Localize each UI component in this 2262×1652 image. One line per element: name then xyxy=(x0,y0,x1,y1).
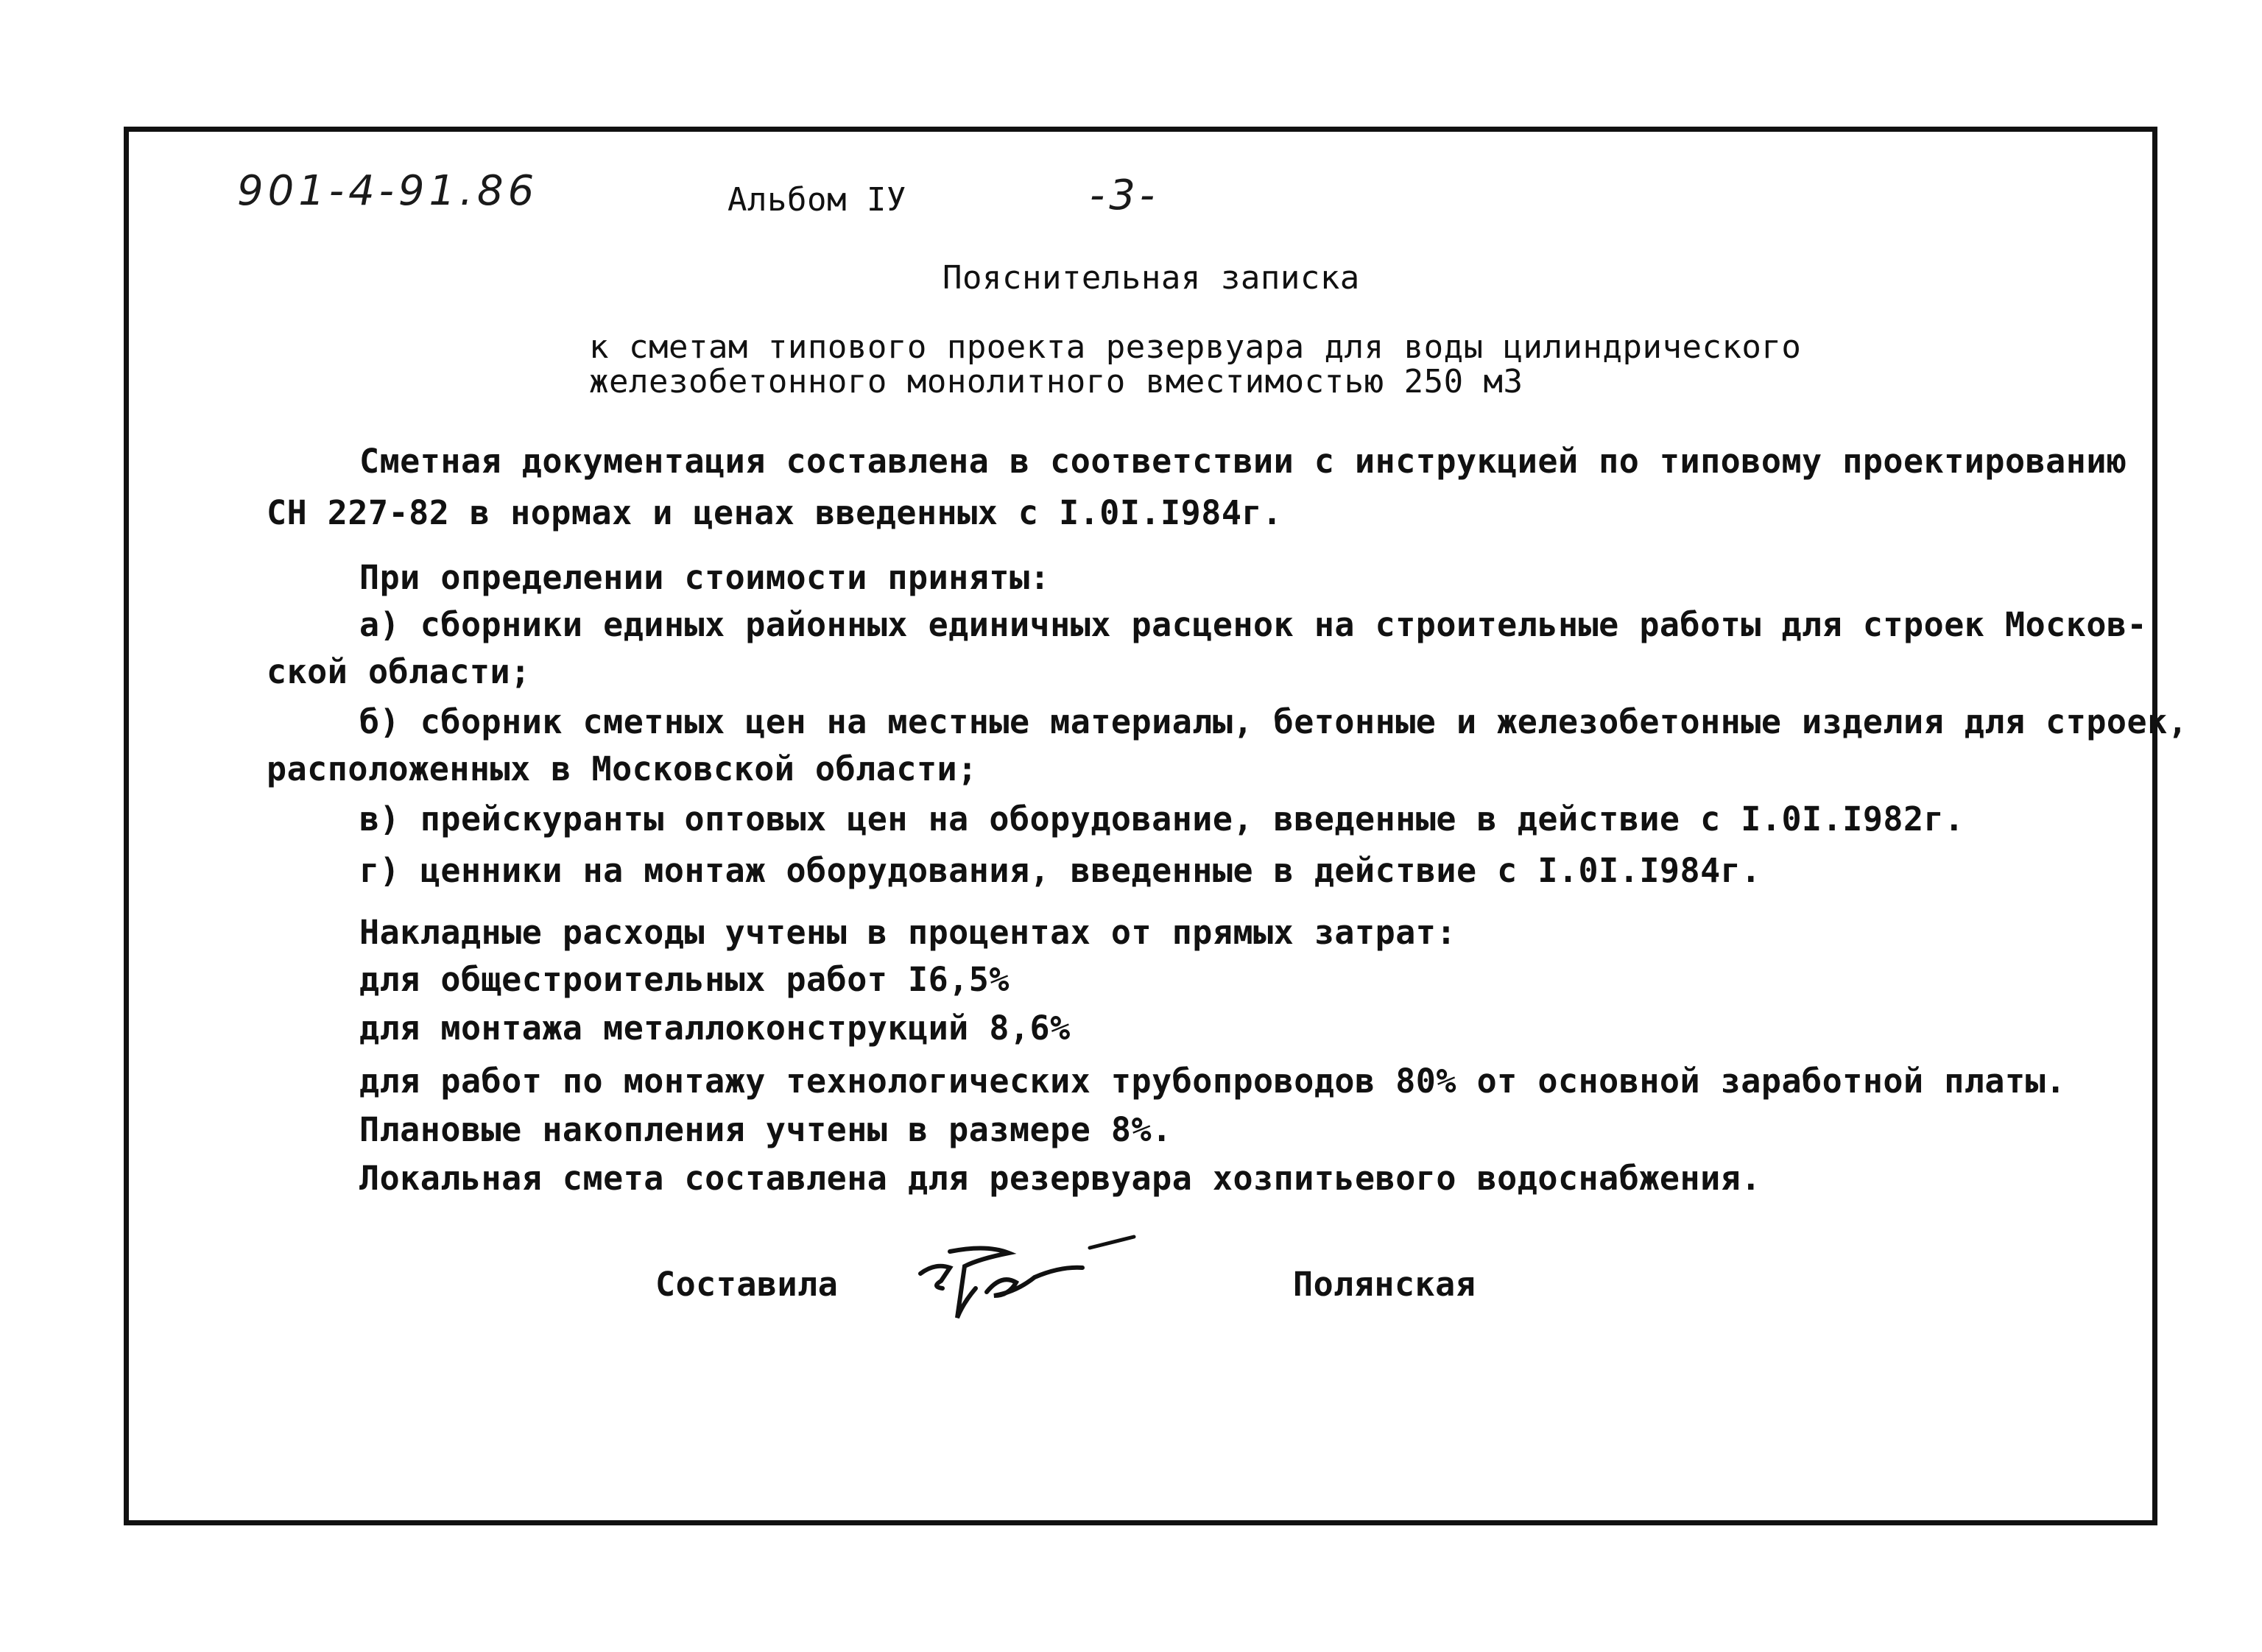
album-label: Альбом IУ xyxy=(727,181,906,219)
item-g: г) ценники на монтаж оборудования, введенные в действие с I.0I.I984г. xyxy=(359,851,1761,890)
signature-image xyxy=(906,1222,1149,1332)
paragraph-1-line-2: СН 227-82 в нормах и ценах введенных с I.0I.I984г. xyxy=(267,493,1283,532)
local-estimate-note: Локальная смета составлена для резервуара хозпитьевого водоснабжения. xyxy=(359,1159,1761,1198)
compiled-by-label: Составила xyxy=(655,1265,839,1304)
item-v: в) прейскуранты оптовых цен на оборудование, введенные в действие с I.0I.I982г. xyxy=(359,799,1965,839)
overhead-heading: Накладные расходы учтены в процентах от прямых затрат: xyxy=(359,913,1456,952)
overhead-general: для общестроительных работ I6,5% xyxy=(359,960,1010,999)
document-code: 901-4-91.86 xyxy=(237,167,539,215)
page-number: -3- xyxy=(1090,172,1160,219)
compiler-name: Полянская xyxy=(1293,1265,1476,1304)
subtitle-line-2: железобетонного монолитного вместимостью 250 м3 xyxy=(589,363,1523,400)
subtitle-line-1: к сметам типового проекта резервуара для воды цилиндрического xyxy=(589,328,1802,366)
overhead-pipelines: для работ по монтажу технологических трубопроводов 80% от основной заработной платы. xyxy=(359,1062,2066,1101)
planned-savings: Плановые накопления учтены в размере 8%. xyxy=(359,1110,1172,1149)
item-a-line-1: а) сборники единых районных единичных расценок на строительные работы для строек Москов- xyxy=(359,605,2148,644)
item-a-line-2: ской области; xyxy=(267,652,531,691)
document-title: Пояснительная записка xyxy=(942,259,1360,297)
overhead-metal: для монтажа металлоконструкций 8,6% xyxy=(359,1009,1071,1048)
item-b-line-2: расположенных в Московской области; xyxy=(267,749,978,788)
paragraph-1-line-1: Сметная документация составлена в соответствии с инструкцией по типовому проектированию xyxy=(359,442,2127,481)
item-b-line-1: б) сборник сметных цен на местные материалы, бетонные и железобетонные изделия для строек, xyxy=(359,702,2188,741)
paragraph-2: При определении стоимости приняты: xyxy=(359,558,1051,597)
